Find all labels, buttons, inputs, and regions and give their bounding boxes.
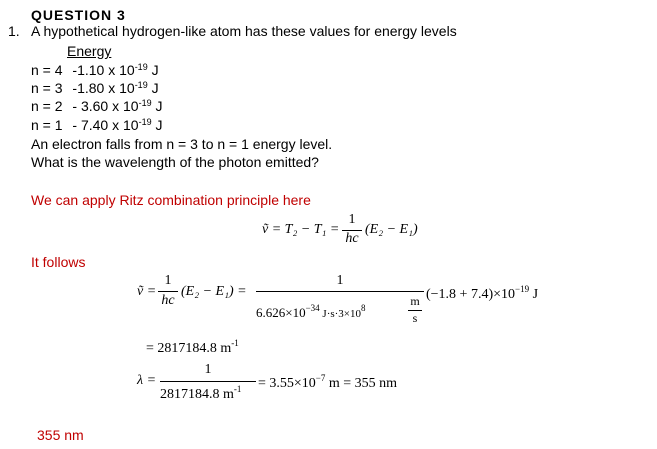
level-unit: J: [151, 117, 163, 133]
eq2-den-a-exp: −34: [305, 303, 320, 313]
eq4-denominator: [160, 384, 241, 403]
eq4-rhs-tail: m = 355 nm: [325, 376, 398, 391]
eq1-frac-num: 1: [348, 212, 356, 227]
eq4-lhs: λ =: [137, 373, 157, 388]
eq2-den-a: 6.626×10: [256, 305, 306, 320]
eq2-big-bar: [256, 291, 424, 292]
level-label: n = 3: [31, 80, 63, 96]
eq4-rhs-value: = 3.55×10: [258, 376, 316, 391]
final-answer: 355 nm: [37, 427, 84, 443]
level-exp: -19: [134, 62, 148, 72]
eq2-tail-value: (−1.8 + 7.4)×10: [426, 287, 516, 302]
eq2-denominator: [256, 303, 366, 321]
level-exp: -19: [134, 80, 148, 90]
eq4-num: 1: [204, 362, 212, 377]
eq2-lhs: ṽ =: [137, 284, 157, 299]
level-label: n = 1: [31, 117, 63, 133]
eq1-rhs: (E₂ − E₁): [365, 222, 418, 237]
eq4-fraction-bar: [160, 381, 256, 382]
question-ask: What is the wavelength of the photon emitted?: [31, 154, 319, 170]
level-unit: J: [151, 98, 163, 114]
energy-header: Energy: [67, 43, 112, 59]
eq2-tail-exp: −19: [515, 284, 530, 294]
eq2-big-num: 1: [336, 273, 344, 288]
eq2-tail-unit: J: [529, 287, 539, 302]
energy-row-n4: [31, 61, 159, 79]
follows-note: It follows: [31, 254, 86, 270]
eq2-fraction-bar: [158, 291, 178, 292]
eq2-frac-num: 1: [164, 273, 172, 288]
eq1-frac-den: hc: [345, 231, 359, 246]
eq4-den: 2817184.8 m: [160, 387, 234, 402]
transition-text: An electron falls from n = 3 to n = 1 energy level.: [31, 136, 333, 152]
equation-wavenumber-value: [146, 338, 239, 357]
level-unit: J: [147, 62, 159, 78]
eq2-den-b: J·s·3×10: [319, 308, 362, 320]
question-prompt: A hypothetical hydrogen-like atom has these values for energy levels: [31, 23, 457, 39]
eq2-frac-den: hc: [161, 293, 175, 308]
eq2-den-b-exp: 8: [361, 303, 366, 313]
question-heading: QUESTION 3: [31, 7, 126, 23]
level-label: n = 4: [31, 62, 63, 78]
ritz-note: We can apply Ritz combination principle here: [31, 192, 311, 208]
level-label: n = 2: [31, 98, 63, 114]
level-unit: J: [147, 80, 159, 96]
eq1-lhs: ṽ = T₂ − T₁ =: [262, 222, 340, 237]
energy-row-n3: [31, 79, 159, 97]
eq4-rhs-exp: −7: [315, 373, 326, 383]
level-exp: -19: [138, 117, 152, 127]
level-value: -1.80 x 10: [72, 80, 135, 96]
eq3-value: = 2817184.8 m: [146, 341, 232, 356]
eq3-exp: -1: [231, 338, 239, 348]
level-value: -1.10 x 10: [72, 62, 135, 78]
level-value: - 3.60 x 10: [72, 98, 139, 114]
energy-row-n1: [31, 116, 162, 134]
eq2-unit-den: s: [412, 311, 418, 325]
item-number: 1.: [8, 23, 20, 39]
energy-row-n2: [31, 97, 162, 115]
eq2-mid: (E₂ − E₁) =: [181, 284, 247, 299]
eq2-tail: [426, 284, 538, 303]
level-exp: -19: [138, 98, 152, 108]
eq4-rhs: [258, 373, 397, 392]
eq4-den-exp: -1: [233, 384, 242, 394]
level-value: - 7.40 x 10: [72, 117, 139, 133]
eq2-unit-num: m: [410, 294, 420, 308]
